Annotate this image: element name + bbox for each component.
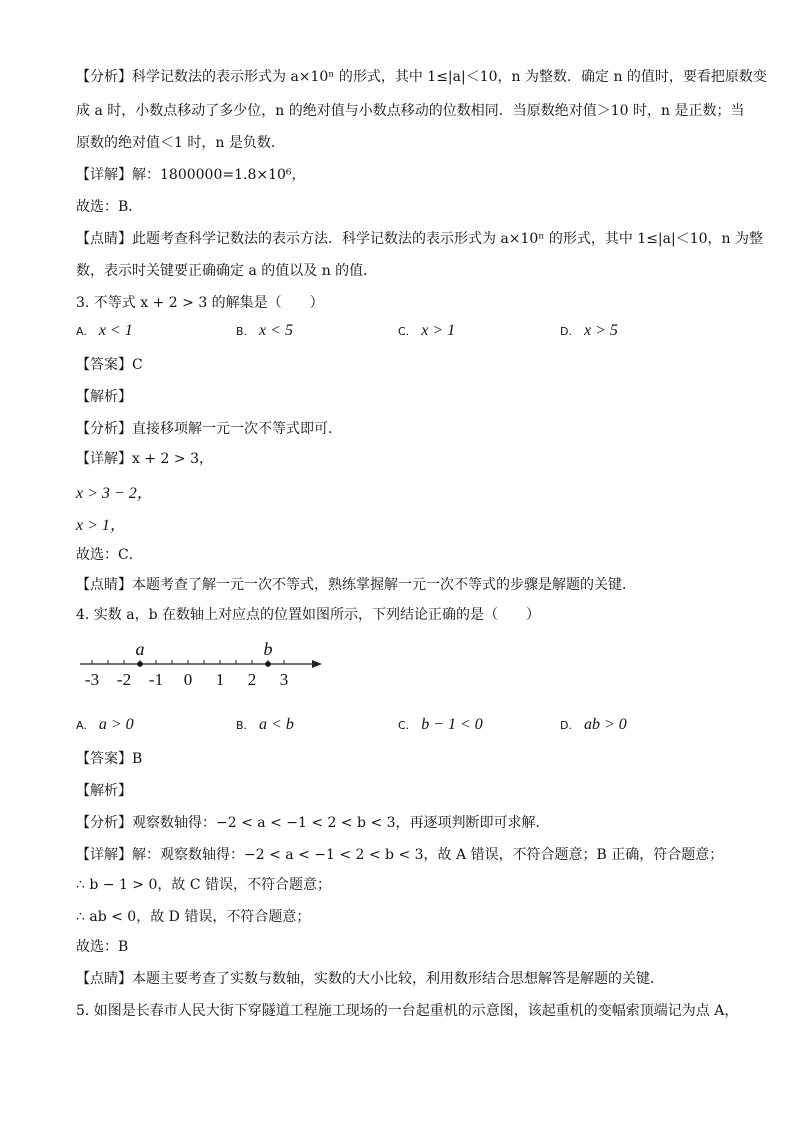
q4-detail: 【详解】解：观察数轴得：−2 < a < −1 < 2 < b < 3，故 A 错误，不符合题意；B 正确，符合题意； bbox=[76, 847, 724, 863]
q3-option-a-expr: x < 1 bbox=[98, 322, 133, 339]
q2-comment-line-2: 数，表示时关键要正确确定 a 的值以及 n 的值． bbox=[76, 263, 378, 279]
number-line-tick-label: -1 bbox=[148, 670, 164, 689]
q3-step-2: x > 1， bbox=[76, 517, 126, 534]
q4-option-b bbox=[236, 716, 294, 734]
q4-step-2: ∴ ab < 0，故 D 错误，不符合题意； bbox=[76, 909, 311, 925]
q4-analysis: 【分析】观察数轴得：−2 < a < −1 < 2 < b < 3，再逐项判断即可求解． bbox=[76, 815, 550, 831]
q2-choice: 故选：B． bbox=[76, 199, 143, 215]
q2-detail: 【详解】解：1800000=1.8×10⁶， bbox=[76, 167, 306, 183]
q3-option-a bbox=[76, 322, 133, 340]
q4-comment: 【点睛】本题主要考查了实数与数轴，实数的大小比较，利用数形结合思想解答是解题的关键． bbox=[76, 971, 664, 987]
q3-option-b-expr: x < 5 bbox=[259, 322, 293, 339]
q3-option-b-label: B. bbox=[236, 325, 248, 338]
q4-option-c-label: C. bbox=[398, 719, 410, 732]
q3-detail: 【详解】x + 2 > 3， bbox=[76, 451, 213, 467]
q4-answer: 【答案】B bbox=[76, 751, 143, 767]
q3-jiexi: 【解析】 bbox=[76, 389, 132, 405]
number-line-tick-label: -3 bbox=[84, 670, 100, 689]
q2-analysis-line-1: 【分析】科学记数法的表示形式为 a×10ⁿ 的形式，其中 1≤|a|＜10，n 为整数．确定 n 的值时，要看把原数变 bbox=[76, 69, 767, 85]
q4-number-line bbox=[76, 636, 326, 696]
q4-option-b-expr: a < b bbox=[259, 716, 294, 733]
q4-option-a-expr: a > 0 bbox=[98, 716, 134, 733]
q3-option-c-label: C. bbox=[398, 325, 410, 338]
q3-option-c bbox=[398, 322, 455, 340]
q4-option-c-expr: b − 1 < 0 bbox=[421, 716, 483, 733]
number-line-point-a-label: a bbox=[135, 639, 145, 659]
number-line-point-b bbox=[265, 661, 271, 667]
q3-option-b bbox=[236, 322, 293, 340]
q4-option-a-label: A. bbox=[76, 719, 87, 732]
q3-comment: 【点睛】本题考查了解一元一次不等式，熟练掌握解一元一次不等式的步骤是解题的关键． bbox=[76, 577, 636, 593]
q4-stem: 4. 实数 a，b 在数轴上对应点的位置如图所示，下列结论正确的是（ ） bbox=[76, 607, 541, 623]
q4-option-d bbox=[560, 716, 627, 734]
number-line-tick-label: 3 bbox=[279, 670, 289, 689]
q2-analysis-line-2: 成 a 时，小数点移动了多少位，n 的绝对值与小数点移动的位数相同．当原数绝对值＞10 时，n 是正数；当 bbox=[76, 103, 745, 119]
q3-stem: 3. 不等式 x + 2 > 3 的解集是（ ） bbox=[76, 295, 324, 311]
q2-comment-line-1: 【点睛】此题考查科学记数法的表示方法．科学记数法的表示形式为 a×10ⁿ 的形式，其中 1≤|a|＜10，n 为整 bbox=[76, 231, 763, 247]
q4-option-b-label: B. bbox=[236, 719, 248, 732]
q3-answer: 【答案】C bbox=[76, 357, 143, 373]
q3-choice: 故选：C． bbox=[76, 547, 143, 563]
q3-option-a-label: A. bbox=[76, 325, 87, 338]
q4-option-c bbox=[398, 716, 483, 734]
q3-option-d-expr: x > 5 bbox=[583, 322, 618, 339]
q5-stem: 5. 如图是长春市人民大街下穿隧道工程施工现场的一台起重机的示意图，该起重机的变幅索顶端记为点 A， bbox=[76, 1003, 739, 1019]
q4-choice: 故选：B bbox=[76, 939, 129, 955]
q3-step-1: x > 3 − 2， bbox=[76, 485, 153, 502]
q4-option-d-expr: ab > 0 bbox=[583, 716, 627, 733]
q3-option-d bbox=[560, 322, 618, 340]
q3-option-d-label: D. bbox=[560, 325, 572, 338]
q4-option-d-label: D. bbox=[560, 719, 572, 732]
number-line-tick-label: 0 bbox=[183, 670, 193, 689]
number-line-tick-label: 2 bbox=[247, 670, 257, 689]
q2-analysis-line-3: 原数的绝对值＜1 时，n 是负数． bbox=[76, 135, 285, 151]
number-line-point-a bbox=[137, 661, 143, 667]
number-line-point-b-label: b bbox=[263, 639, 273, 659]
q4-option-a bbox=[76, 716, 134, 734]
number-line-tick-label: 1 bbox=[215, 670, 225, 689]
q3-analysis: 【分析】直接移项解一元一次不等式即可． bbox=[76, 421, 342, 437]
q3-option-c-expr: x > 1 bbox=[421, 322, 456, 339]
q4-jiexi: 【解析】 bbox=[76, 783, 132, 799]
q4-step-1: ∴ b − 1 > 0，故 C 错误，不符合题意； bbox=[76, 877, 332, 893]
number-line-tick-label: -2 bbox=[116, 670, 132, 689]
number-line-arrow-icon bbox=[312, 660, 322, 668]
